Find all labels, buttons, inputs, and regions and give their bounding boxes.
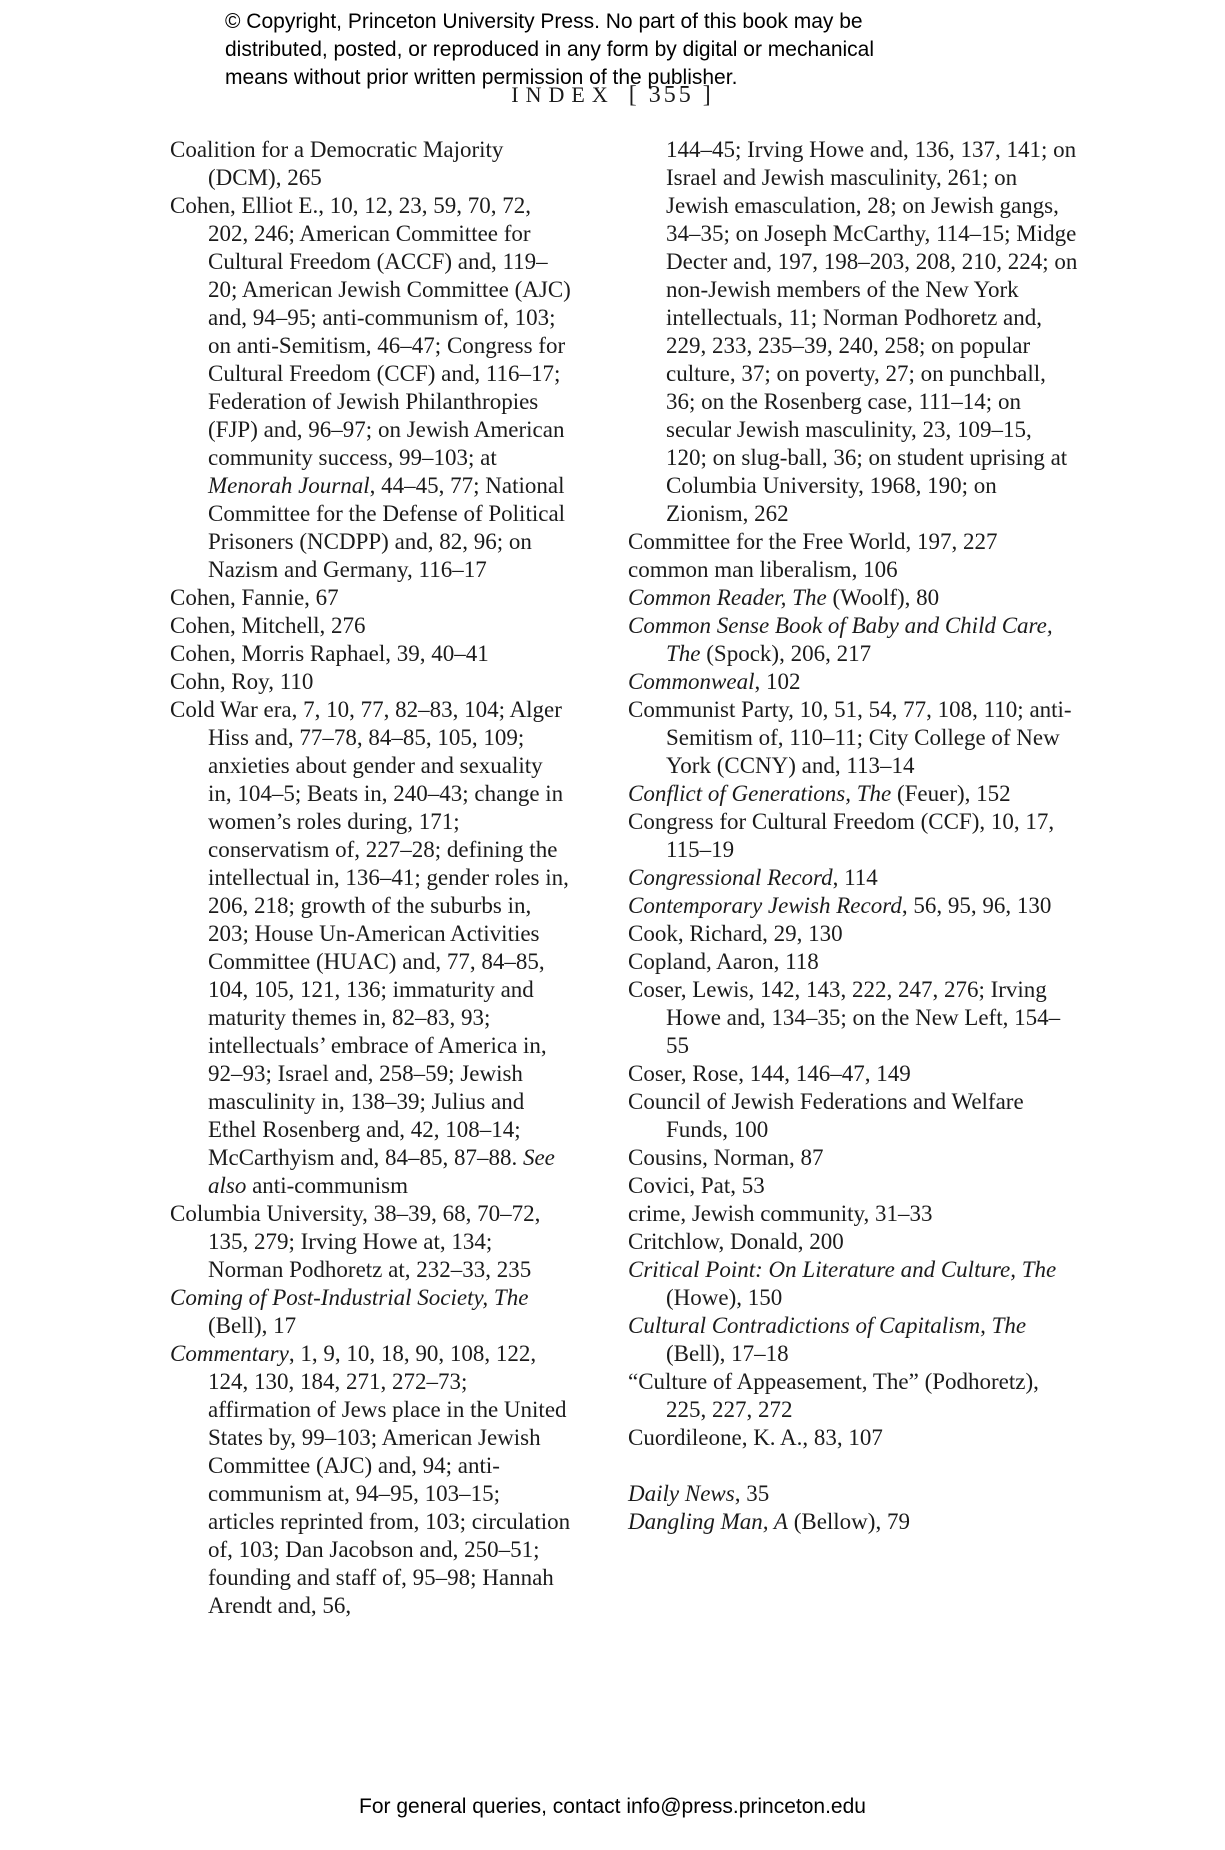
index-entry-text: (Bell), 17 [208,1313,297,1338]
index-entry-text: , 44–45, 77; National Committee for the Defense of Political Prisoners (NCDPP) and, 82, 96; on Nazism and Germany, 116–17 [208,473,566,582]
index-entry [628,948,1078,976]
index-entry [170,696,572,1200]
index-entry-italic-text: Dangling Man, A [628,1509,788,1534]
copyright-line: distributed, posted, or reproduced in any form by digital or mechanical [225,38,875,61]
index-entry-text: Copland, Aaron, 118 [628,949,819,974]
index-entry [628,668,1078,696]
index-entry-text: Cold War era, 7, 10, 77, 82–83, 104; Alger Hiss and, 77–78, 84–85, 105, 109; anxieties about gender and sexuality in, 104–5; Beats in, 240–43; change in women’s roles during, 171; conservatism of, 227–28; defining the intellectual in, 136–41; gender roles in, 206, 218; growth of the suburbs in, 203; House Un-American Activities Committee (HUAC) and, 77, 84–85, 104, 105, 121, 136; immaturity and maturity themes in, 82–83, 93; intellectuals’ embrace of America in, 92–93; Israel and, 258–59; Jewish masculinity in, 138–39; Julius and Ethel Rosenberg and, 42, 108–14; McCarthyism and, 84–85, 87–88. [170,697,569,1170]
index-entry [628,892,1078,920]
index-entry [170,640,572,668]
index-entry-italic-text: Cultural Contradictions of Capitalism, The [628,1313,1027,1338]
index-entry [628,556,1078,584]
page-number: [ 355 ] [628,82,714,108]
index-entry [170,192,572,584]
index-entry-text: Cohen, Mitchell, 276 [170,613,366,638]
index-entry [628,1424,1078,1452]
index-entry [628,920,1078,948]
index-entry-text: anti-communism [246,1173,408,1198]
index-entry-italic-text: Critical Point: On Literature and Culture, The [628,1257,1057,1282]
index-entry-text: common man liberalism, 106 [628,557,898,582]
index-entry-text: Cuordileone, K. A., 83, 107 [628,1425,883,1450]
index-entry-text: Cohen, Morris Raphael, 39, 40–41 [170,641,489,666]
page-header [0,82,1225,109]
index-entry-text: Committee for the Free World, 197, 227 [628,529,998,554]
index-entry [628,1312,1078,1368]
index-entry-text: Congress for Cultural Freedom (CCF), 10, 17, 115–19 [628,809,1055,862]
index-entry [170,1200,572,1284]
index-entry-text: Cohen, Fannie, 67 [170,585,339,610]
index-entry [628,1480,1078,1508]
index-entry-text: Coalition for a Democratic Majority (DCM), 265 [170,137,504,190]
index-entry-text: Critchlow, Donald, 200 [628,1229,844,1254]
index-entry-text: (Howe), 150 [666,1285,783,1310]
index-entry [628,864,1078,892]
index-entry-text: , 102 [754,669,801,694]
index-entry [628,528,1078,556]
index-entry [628,976,1078,1060]
copyright-line: © Copyright, Princeton University Press. No part of this book may be [225,10,863,33]
index-entry [628,1200,1078,1228]
index-entry-text: “Culture of Appeasement, The” (Podhoretz), 225, 227, 272 [628,1369,1039,1422]
index-entry [628,1172,1078,1200]
index-entry [170,612,572,640]
index-entry [170,668,572,696]
index-entry-italic-text: Conflict of Generations, The [628,781,892,806]
index-entry-italic-text: Daily News [628,1481,735,1506]
index-entry-italic-text: Contemporary Jewish Record [628,893,902,918]
index-entry-text: (Spock), 206, 217 [700,641,872,666]
index-entry [628,612,1078,668]
index-columns [170,136,1078,1620]
index-entry-text: , 56, 95, 96, 130 [901,893,1052,918]
index-entry-text: (Woolf), 80 [826,585,940,610]
index-entry [628,584,1078,612]
index-entry-italic-text: Coming of Post-Industrial Society, The [170,1285,529,1310]
index-entry-italic-text: Common Sense Book of Baby and Child Care, The [628,613,1053,666]
index-entry [628,1256,1078,1312]
index-entry-text: , 35 [734,1481,770,1506]
index-entry-text: Columbia University, 38–39, 68, 70–72, 135, 279; Irving Howe at, 134; Norman Podhoretz at, 232–33, 235 [170,1201,541,1282]
index-entry-text: crime, Jewish community, 31–33 [628,1201,933,1226]
index-column-left [170,136,572,1620]
index-entry-italic-text: Commentary [170,1341,289,1366]
index-title: INDEX [511,82,615,107]
index-entry [628,696,1078,780]
index-entry-italic-text: Commonweal [628,669,755,694]
index-entry [628,780,1078,808]
index-entry [628,1088,1078,1144]
footer-contact: For general queries, contact info@press.princeton.edu [359,1795,866,1818]
index-entry [628,136,1078,528]
index-entry-text: Cohen, Elliot E., 10, 12, 23, 59, 70, 72, 202, 246; American Committee for Cultural Freedom (ACCF) and, 119–20; American Jewish Committee (AJC) and, 94–95; anti-communism of, 103; on anti-Semitism, 46–47; Congress for Cultural Freedom (CCF) and, 116–17; Federation of Jewish Philanthropies (FJP) and, 96–97; on Jewish American community success, 99–103; at [170,193,571,470]
index-entry [628,1060,1078,1088]
index-entry [170,136,572,192]
index-entry-italic-text: Menorah Journal [208,473,370,498]
index-entry [628,1228,1078,1256]
index-entry [628,1368,1078,1424]
index-entry-text: Covici, Pat, 53 [628,1173,765,1198]
index-entry [628,1508,1078,1536]
index-entry-text: Council of Jewish Federations and Welfare Funds, 100 [628,1089,1024,1142]
footer [0,1794,1225,1820]
index-entry-text: (Bell), 17–18 [666,1341,789,1366]
index-entry [170,1284,572,1340]
index-entry-italic-text: Common Reader, The [628,585,827,610]
index-entry-text: Coser, Rose, 144, 146–47, 149 [628,1061,911,1086]
index-entry-text: Communist Party, 10, 51, 54, 77, 108, 110; anti-Semitism of, 110–11; City College of New York (CCNY) and, 113–14 [628,697,1072,778]
index-entry-text: , 1, 9, 10, 18, 90, 108, 122, 124, 130, 184, 271, 272–73; affirmation of Jews place in the United States by, 99–103; American Jewish Committee (AJC) and, 94; anti-communism at, 94–95, 103–15; articles reprinted from, 103; circulation of, 103; Dan Jacobson and, 250–51; founding and staff of, 95–98; Hannah Arendt and, 56, [208,1341,571,1618]
index-entry [628,808,1078,864]
index-entry [628,1144,1078,1172]
copyright-line: means without prior written permission of the publisher. [225,66,738,89]
index-entry [170,1340,572,1620]
index-entry [170,584,572,612]
index-entry-italic-text: See also [208,1145,555,1198]
index-entry-text: , 114 [832,865,878,890]
copyright-notice [225,8,874,92]
index-entry-italic-text: Congressional Record [628,865,833,890]
index-entry-text: 144–45; Irving Howe and, 136, 137, 141; on Israel and Jewish masculinity, 261; on Jewish emasculation, 28; on Jewish gangs, 34–35; on Joseph McCarthy, 114–15; Midge Decter and, 197, 198–203, 208, 210, 224; on non-Jewish members of the New York intellectuals, 11; Norman Podhoretz and, 229, 233, 235–39, 240, 258; on popular culture, 37; on poverty, 27; on punchball, 36; on the Rosenberg case, 111–14; on secular Jewish masculinity, 23, 109–15, 120; on slug-ball, 36; on student uprising at Columbia University, 1968, 190; on Zionism, 262 [666,137,1078,526]
index-entry-text: Cook, Richard, 29, 130 [628,921,843,946]
index-entry-text: Cousins, Norman, 87 [628,1145,824,1170]
index-entry-text: Coser, Lewis, 142, 143, 222, 247, 276; Irving Howe and, 134–35; on the New Left, 154–55 [628,977,1061,1058]
index-entry-text: (Feuer), 152 [891,781,1011,806]
index-column-right [628,136,1078,1620]
index-entry-text: Cohn, Roy, 110 [170,669,314,694]
index-entry-text: (Bellow), 79 [787,1509,910,1534]
